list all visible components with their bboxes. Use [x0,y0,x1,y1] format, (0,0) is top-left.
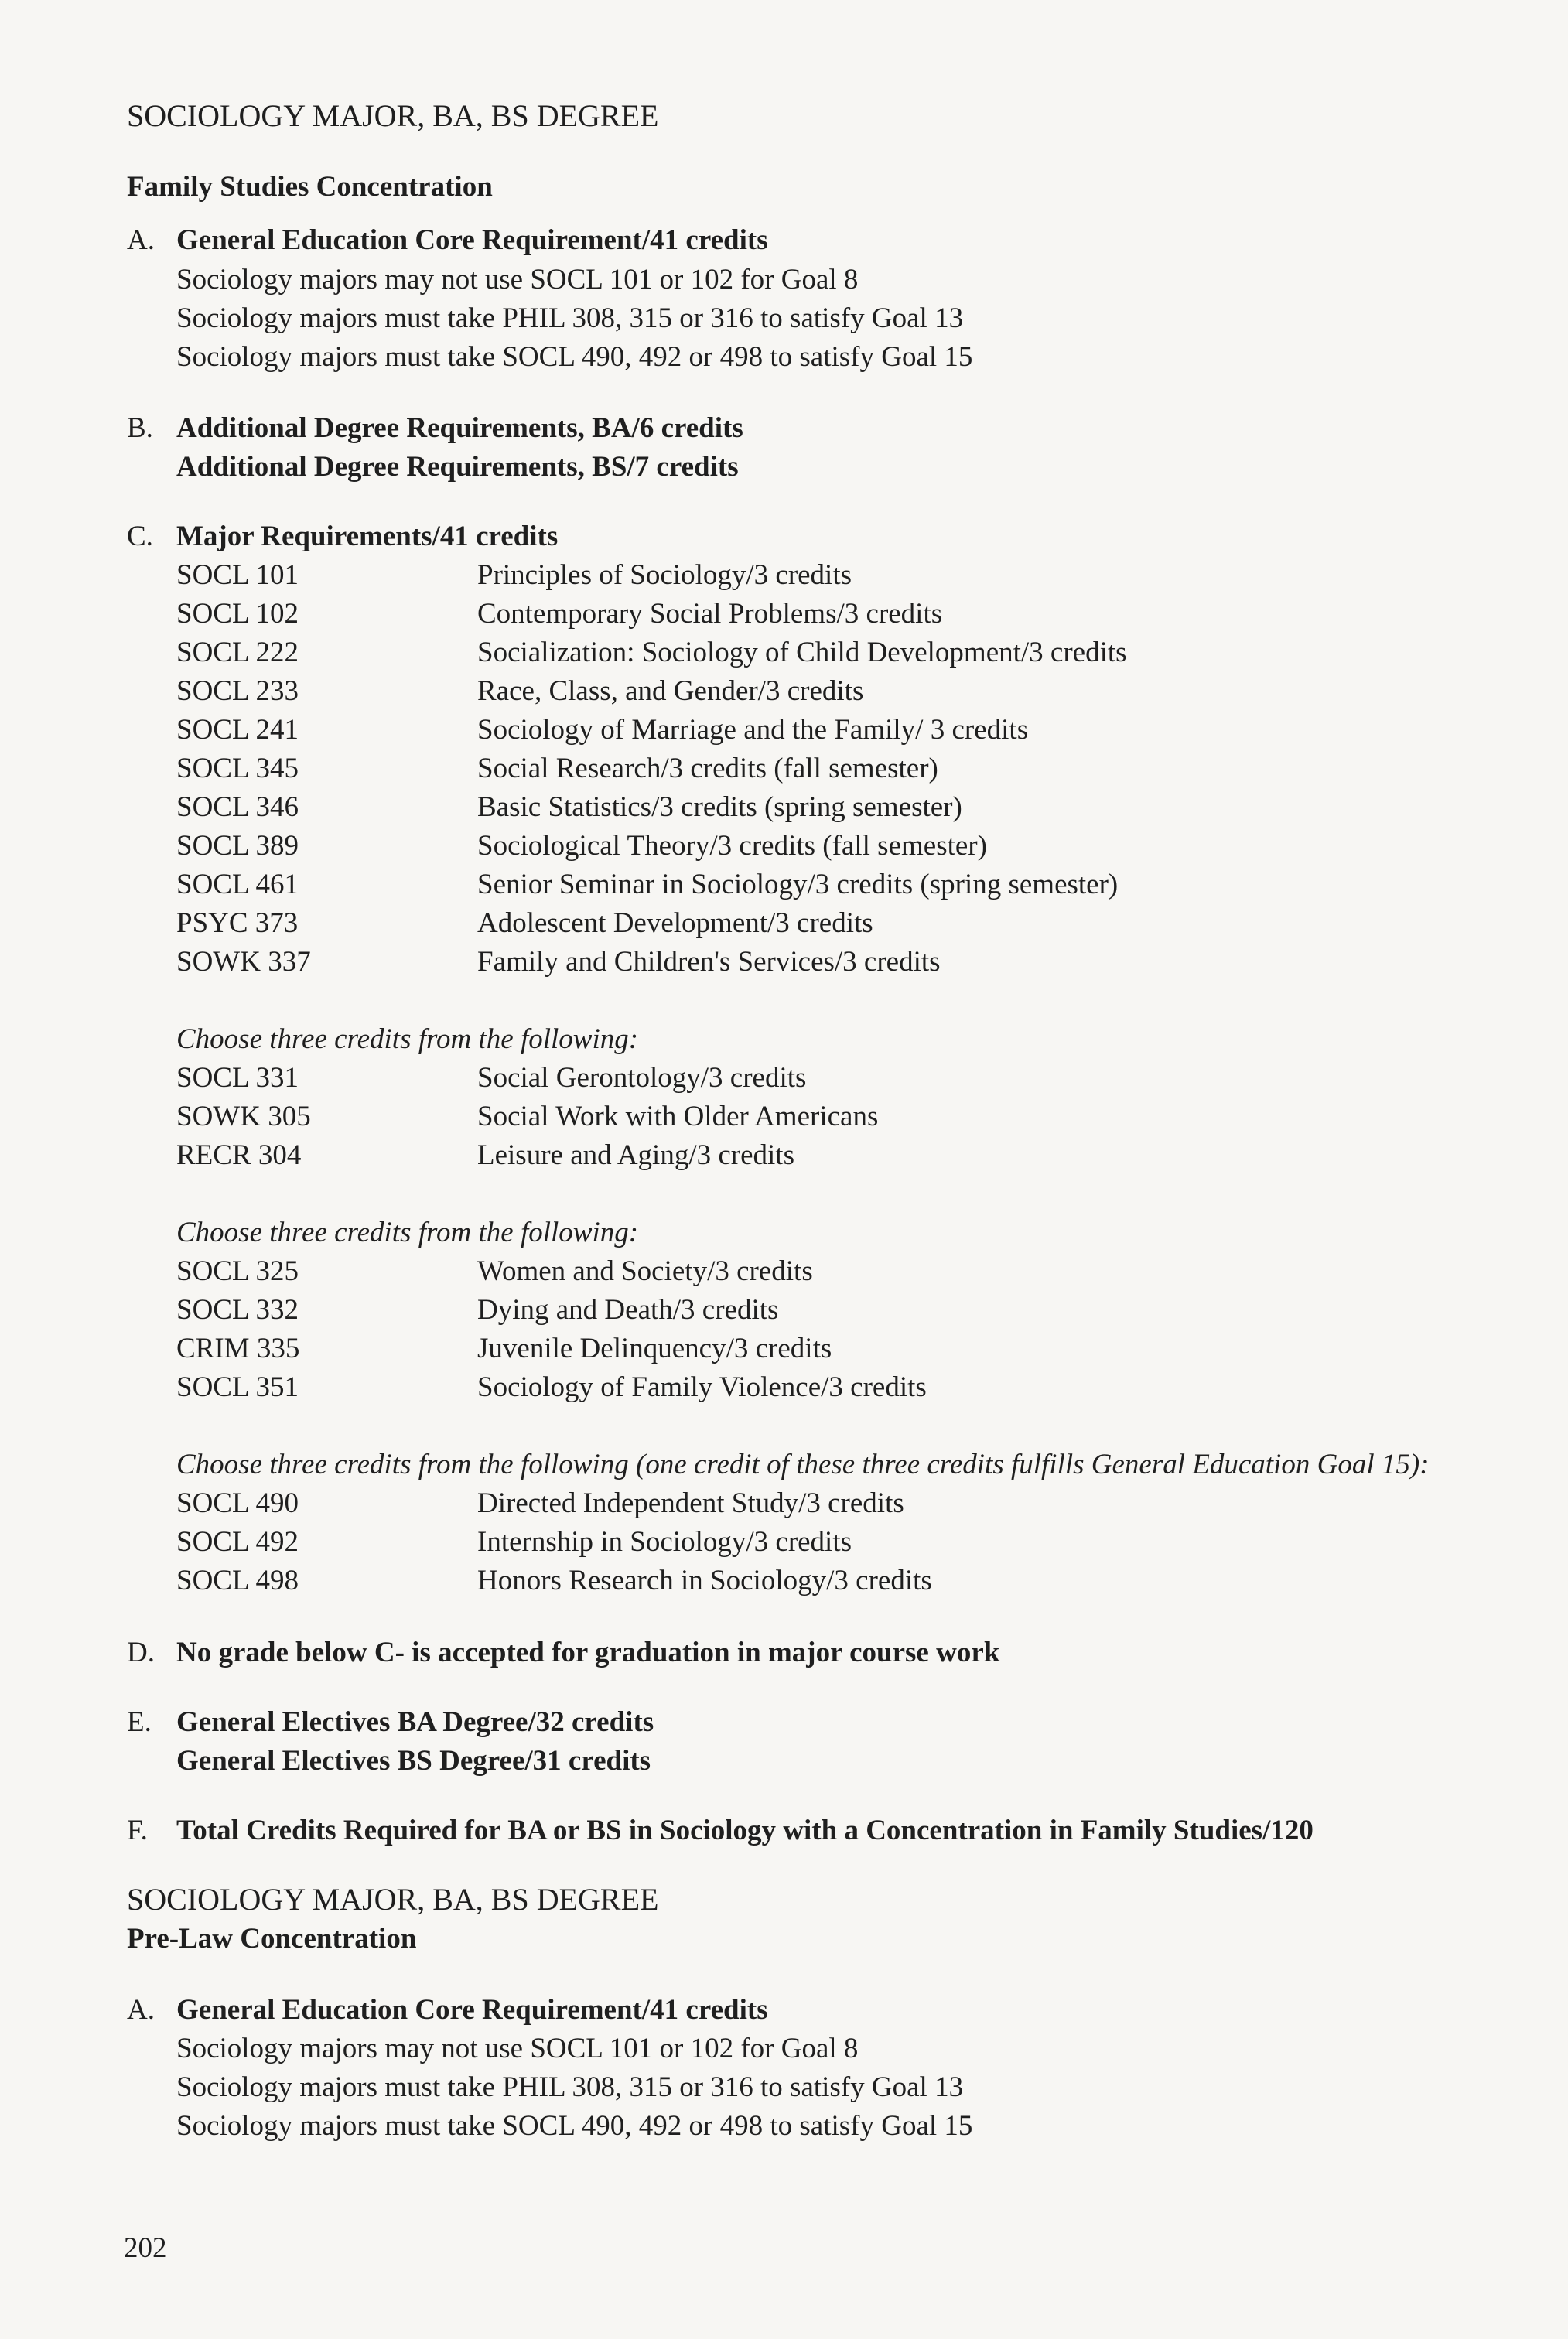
course-title: Honors Research in Sociology/3 credits [477,1565,932,1596]
course-title: Women and Society/3 credits [477,1255,813,1287]
course-title: Principles of Sociology/3 credits [477,559,852,591]
course-code: CRIM 335 [176,1333,300,1364]
gen-ed-note: Sociology majors must take PHIL 308, 315 or 316 to satisfy Goal 13 [176,302,964,334]
course-title: Race, Class, and Gender/3 credits [477,675,864,707]
page-number: 202 [124,2232,167,2264]
course-title: Basic Statistics/3 credits (spring semester) [477,791,962,823]
course-title: Leisure and Aging/3 credits [477,1139,794,1171]
course-code: SOCL 389 [176,830,299,862]
course-code: RECR 304 [176,1139,302,1171]
course-title: Socialization: Sociology of Child Development/3 credits [477,637,1127,668]
concentration-heading: Family Studies Concentration [127,171,493,203]
course-title: Social Gerontology/3 credits [477,1062,807,1094]
gen-ed-note: Sociology majors must take SOCL 490, 492 or 498 to satisfy Goal 15 [176,2110,973,2142]
course-title: Juvenile Delinquency/3 credits [477,1333,832,1364]
item-letter-a: A. [127,1994,155,2026]
gen-ed-note: Sociology majors may not use SOCL 101 or 102 for Goal 8 [176,264,859,295]
course-code: PSYC 373 [176,907,299,939]
gen-ed-note: Sociology majors must take PHIL 308, 315 or 316 to satisfy Goal 13 [176,2071,964,2103]
item-letter-d: D. [127,1637,155,1668]
gen-ed-note: Sociology majors must take SOCL 490, 492 or 498 to satisfy Goal 15 [176,341,973,373]
item-letter-e: E. [127,1706,152,1738]
course-code: SOCL 233 [176,675,299,707]
additional-degree-bs: Additional Degree Requirements, BS/7 credits [176,451,739,483]
course-title: Dying and Death/3 credits [477,1294,779,1326]
course-title: Family and Children's Services/3 credits [477,946,941,978]
course-code: SOCL 332 [176,1294,299,1326]
course-title: Sociology of Marriage and the Family/ 3 credits [477,714,1029,746]
course-title: Internship in Sociology/3 credits [477,1526,852,1558]
course-code: SOCL 346 [176,791,299,823]
choice-label: Choose three credits from the following (one credit of these three credits fulfills General Education Goal 15): [176,1449,1430,1480]
course-title: Directed Independent Study/3 credits [477,1487,904,1519]
course-title: Contemporary Social Problems/3 credits [477,598,943,630]
item-letter-c: C. [127,521,153,552]
additional-degree-ba: Additional Degree Requirements, BA/6 credits [176,412,743,444]
electives-ba: General Electives BA Degree/32 credits [176,1706,654,1738]
course-code: SOCL 351 [176,1371,299,1403]
choice-label: Choose three credits from the following: [176,1217,639,1248]
major-requirements-heading: Major Requirements/41 credits [176,521,559,552]
section-title: SOCIOLOGY MAJOR, BA, BS DEGREE [127,1882,659,1917]
course-title: Social Research/3 credits (fall semester) [477,753,938,784]
course-code: SOCL 102 [176,598,299,630]
course-title: Adolescent Development/3 credits [477,907,873,939]
electives-bs: General Electives BS Degree/31 credits [176,1745,651,1777]
course-code: SOCL 492 [176,1526,299,1558]
section-title: SOCIOLOGY MAJOR, BA, BS DEGREE [127,98,659,133]
gen-ed-heading: General Education Core Requirement/41 credits [176,224,768,256]
course-title: Social Work with Older Americans [477,1101,879,1132]
course-code: SOCL 490 [176,1487,299,1519]
course-code: SOCL 461 [176,869,299,900]
item-letter-b: B. [127,412,153,444]
course-code: SOCL 331 [176,1062,299,1094]
course-code: SOCL 325 [176,1255,299,1287]
course-code: SOWK 305 [176,1101,311,1132]
course-title: Sociological Theory/3 credits (fall semester) [477,830,987,862]
course-code: SOCL 101 [176,559,299,591]
course-code: SOCL 345 [176,753,299,784]
gen-ed-heading: General Education Core Requirement/41 credits [176,1994,768,2026]
course-code: SOCL 222 [176,637,299,668]
item-letter-f: F. [127,1815,148,1846]
total-credits: Total Credits Required for BA or BS in Sociology with a Concentration in Family Studies/120 [176,1815,1313,1846]
concentration-heading: Pre-Law Concentration [127,1923,417,1955]
course-code: SOCL 241 [176,714,299,746]
course-code: SOWK 337 [176,946,311,978]
choice-label: Choose three credits from the following: [176,1023,639,1055]
course-code: SOCL 498 [176,1565,299,1596]
course-title: Senior Seminar in Sociology/3 credits (spring semester) [477,869,1119,900]
course-title: Sociology of Family Violence/3 credits [477,1371,927,1403]
grade-requirement: No grade below C- is accepted for graduation in major course work [176,1637,1000,1668]
item-letter-a: A. [127,224,155,256]
gen-ed-note: Sociology majors may not use SOCL 101 or 102 for Goal 8 [176,2033,859,2064]
